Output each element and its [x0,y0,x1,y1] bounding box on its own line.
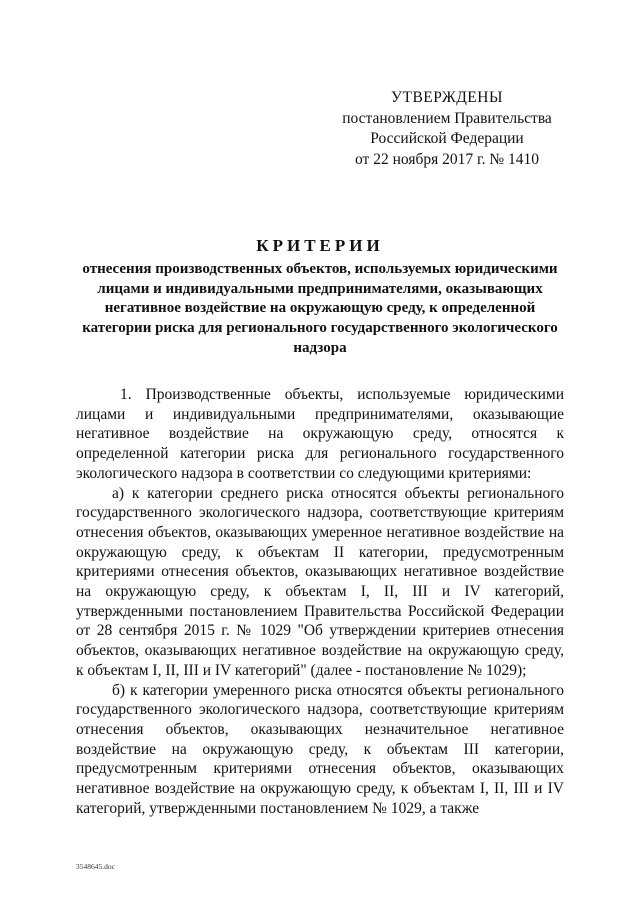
paragraph-b: б) к категории умеренного риска относятся объекты регионального государственного экологического надзора, соответствующие критериям отнесения объектов, оказывающих незначительное негативное воздействие на окружающую среду, к объектам III категории, предусмотренным критериями отнесения объектов, оказывающих негативное воздействие на окружающую среду, к объектам I, II, III и IV категорий, утвержденными постановлением № 1029, а также [76,681,564,817]
approval-line-3: от 22 ноября 2017 г. № 1410 [355,150,539,168]
paragraph-a: а) к категории среднего риска относятся объекты регионального государственного экологического надзора, соответствующие критериям отнесения объектов, оказывающих умеренное негативное воздействие на окружающую среду, к объектам II категории, предусмотренным критериями отнесения объектов, оказывающих негативное воздействие на окружающую среду, к объектам I, II, III и IV категорий, утвержденными постановлением Правительства Российской Федерации от 28 сентября 2015 г. № 1029 "Об утверждении критериев отнесения объектов, оказывающих негативное воздействие на окружающую среду, к объектам I, II, III и IV категорий" (далее - постановление № 1029); [76,484,564,679]
approval-stamp [330,88,564,170]
document-title: КРИТЕРИИ [256,236,384,255]
paragraph-1: 1. Производственные объекты, используемые юридическими лицами и индивидуальными предпринимателями, оказывающие негативное воздействие на окружающую среду, относятся к определенной категории риска для регионального государственного экологического надзора в соответствии со следующими критериями: [76,386,564,482]
approval-line-2: Российской Федерации [370,130,524,147]
footer-filename: 3548645.doc [76,862,115,871]
approval-line-1: постановлением Правительства [342,109,552,127]
approval-title: УТВЕРЖДЕНЫ [391,89,503,106]
document-subtitle: отнесения производственных объектов, используемых юридическими лицами и индивидуальными предпринимателями, оказывающих негативное воздействие на окружающую среду, к определенной категории риска для регионального государственного экологического надзора [82,261,558,356]
document-body [76,385,564,818]
